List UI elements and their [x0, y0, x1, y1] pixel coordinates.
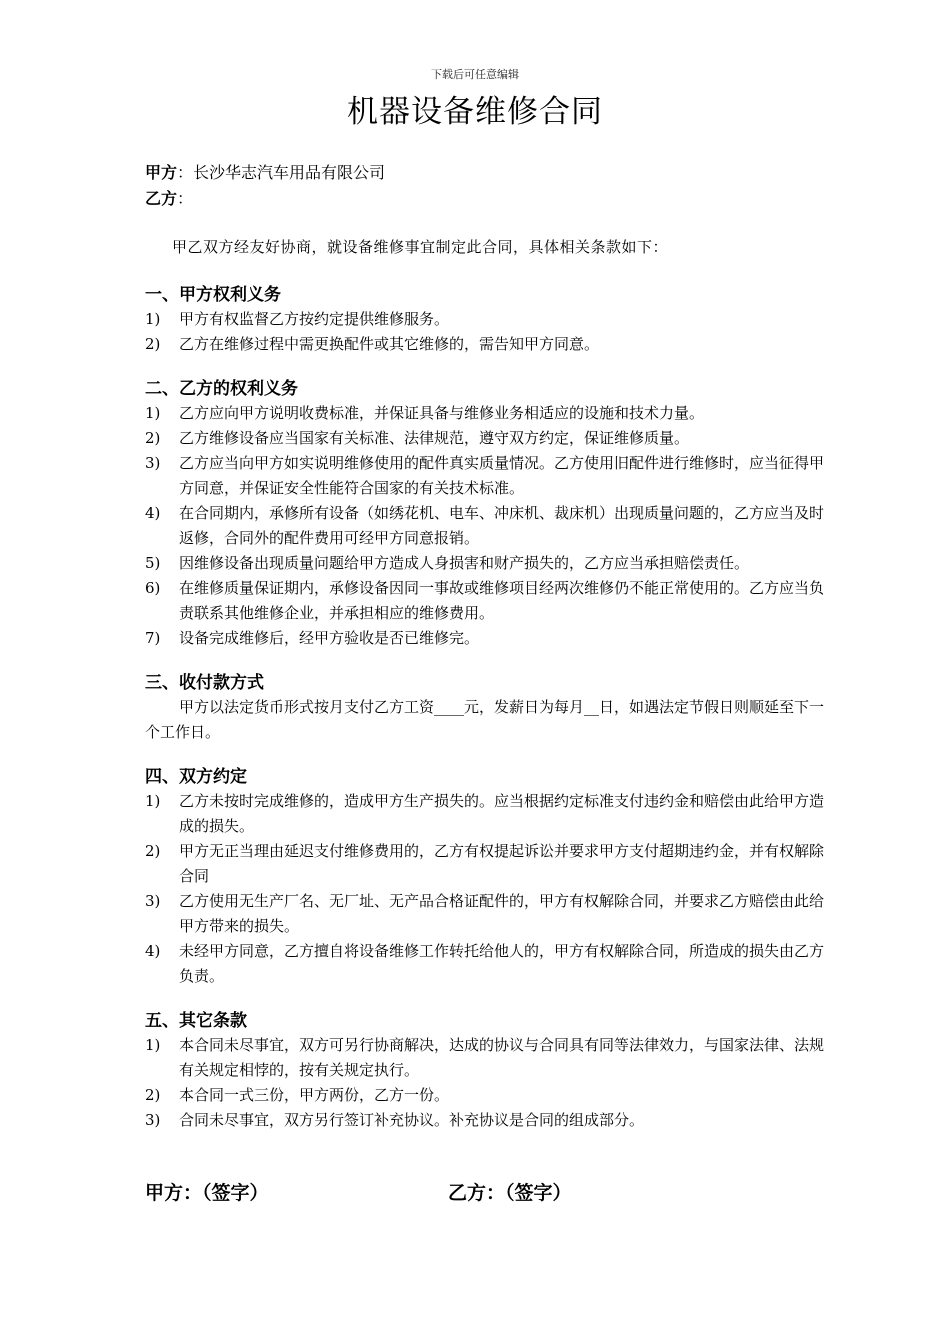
- list-item: [145, 789, 825, 839]
- intro-paragraph: 甲乙双方经友好协商，就设备维修事宜制定此合同，具体相关条款如下：: [172, 238, 669, 256]
- item-number: 7): [145, 629, 161, 647]
- section-title: 三、收付款方式: [145, 673, 264, 693]
- list-item: [145, 1108, 825, 1133]
- list-item: [145, 401, 825, 426]
- item-number: 6): [145, 579, 161, 597]
- section-4: [145, 765, 825, 989]
- item-number: 1): [145, 1036, 161, 1054]
- party-a-signature: 甲方：（签字）: [145, 1182, 269, 1204]
- header-note: 下载后可任意编辑: [431, 68, 519, 81]
- item-text: 甲方有权监督乙方按约定提供维修服务。: [179, 310, 450, 328]
- list-item: [145, 626, 825, 651]
- party-b-line: [145, 186, 193, 209]
- section-title: 四、双方约定: [145, 767, 247, 787]
- item-text: 乙方应向甲方说明收费标准，并保证具备与维修业务相适应的设施和技术力量。: [179, 404, 705, 422]
- item-text: 本合同一式三份，甲方两份，乙方一份。: [179, 1086, 450, 1104]
- party-b-colon: ：: [177, 189, 194, 208]
- list-item: [145, 332, 825, 357]
- item-text: 甲方无正当理由延迟支付维修费用的，乙方有权提起诉讼并要求甲方支付超期违约金，并有权解除合同: [179, 842, 825, 885]
- item-text: 在合同期内，承修所有设备（如绣花机、电车、冲床机、裁床机）出现质量问题的，乙方应当及时返修，合同外的配件费用可经甲方同意报销。: [179, 504, 825, 547]
- item-text: 合同未尽事宜，双方另行签订补充协议。补充协议是合同的组成部分。: [179, 1111, 645, 1129]
- section-title: 一、甲方权利义务: [145, 285, 281, 305]
- list-item: [145, 307, 825, 332]
- section-title: 二、乙方的权利义务: [145, 379, 298, 399]
- list-item: [145, 551, 825, 576]
- list-item: [145, 1033, 825, 1083]
- party-a-value: 长沙华志汽车用品有限公司: [193, 163, 386, 182]
- list-item: [145, 501, 825, 551]
- item-text: 在维修质量保证期内，承修设备因同一事故或维修项目经两次维修仍不能正常使用的。乙方应当负责联系其他维修企业，并承担相应的维修费用。: [179, 579, 825, 622]
- party-a-line: [145, 160, 385, 183]
- item-text: 乙方在维修过程中需更换配件或其它维修的，需告知甲方同意。: [179, 335, 600, 353]
- item-number: 3): [145, 454, 161, 472]
- list-item: [145, 1083, 825, 1108]
- section-title: 五、其它条款: [145, 1011, 247, 1031]
- item-number: 3): [145, 1111, 161, 1129]
- item-number: 1): [145, 792, 161, 810]
- item-number: 3): [145, 892, 161, 910]
- item-text: 乙方未按时完成维修的，造成甲方生产损失的。应当根据约定标准支付违约金和赔偿由此给甲方造成的损失。: [179, 792, 825, 835]
- document-title: 机器设备维修合同: [347, 94, 603, 130]
- item-text: 乙方应当向甲方如实说明维修使用的配件真实质量情况。乙方使用旧配件进行维修时，应当征得甲方同意，并保证安全性能符合国家的有关技术标准。: [179, 454, 825, 497]
- party-b-signature: 乙方：（签字）: [448, 1182, 572, 1204]
- party-b-label: 乙方: [145, 189, 178, 208]
- section-paragraph: 甲方以法定货币形式按月支付乙方工资____元，发薪日为每月__日，如遇法定节假日则顺延至下一个工作日。: [145, 698, 825, 741]
- item-number: 4): [145, 504, 161, 522]
- list-item: [145, 426, 825, 451]
- contract-body: [145, 283, 825, 1153]
- list-item: [145, 576, 825, 626]
- item-number: 2): [145, 1086, 161, 1104]
- item-text: 因维修设备出现质量问题给甲方造成人身损害和财产损失的，乙方应当承担赔偿责任。: [179, 554, 750, 572]
- item-text: 设备完成维修后，经甲方验收是否已维修完。: [179, 629, 480, 647]
- item-number: 1): [145, 310, 161, 328]
- item-number: 2): [145, 842, 161, 860]
- item-text: 乙方维修设备应当国家有关标准、法律规范，遵守双方约定，保证维修质量。: [179, 429, 690, 447]
- section-2: [145, 377, 825, 651]
- section-5: [145, 1009, 825, 1133]
- item-text: 乙方使用无生产厂名、无厂址、无产品合格证配件的，甲方有权解除合同，并要求乙方赔偿由此给甲方带来的损失。: [179, 892, 825, 935]
- party-a-label: 甲方: [145, 163, 178, 182]
- list-item: [145, 451, 825, 501]
- section-3: [145, 671, 825, 745]
- item-number: 1): [145, 404, 161, 422]
- list-item: [145, 889, 825, 939]
- party-a-colon: ：: [177, 163, 194, 182]
- item-number: 2): [145, 429, 161, 447]
- section-1: [145, 283, 825, 357]
- item-text: 本合同未尽事宜，双方可另行协商解决，达成的协议与合同具有同等法律效力，与国家法律、法规有关规定相悖的，按有关规定执行。: [179, 1036, 825, 1079]
- item-number: 4): [145, 942, 161, 960]
- item-number: 5): [145, 554, 161, 572]
- list-item: [145, 939, 825, 989]
- item-number: 2): [145, 335, 161, 353]
- list-item: [145, 839, 825, 889]
- item-text: 未经甲方同意，乙方擅自将设备维修工作转托给他人的，甲方有权解除合同，所造成的损失由乙方负责。: [179, 942, 825, 985]
